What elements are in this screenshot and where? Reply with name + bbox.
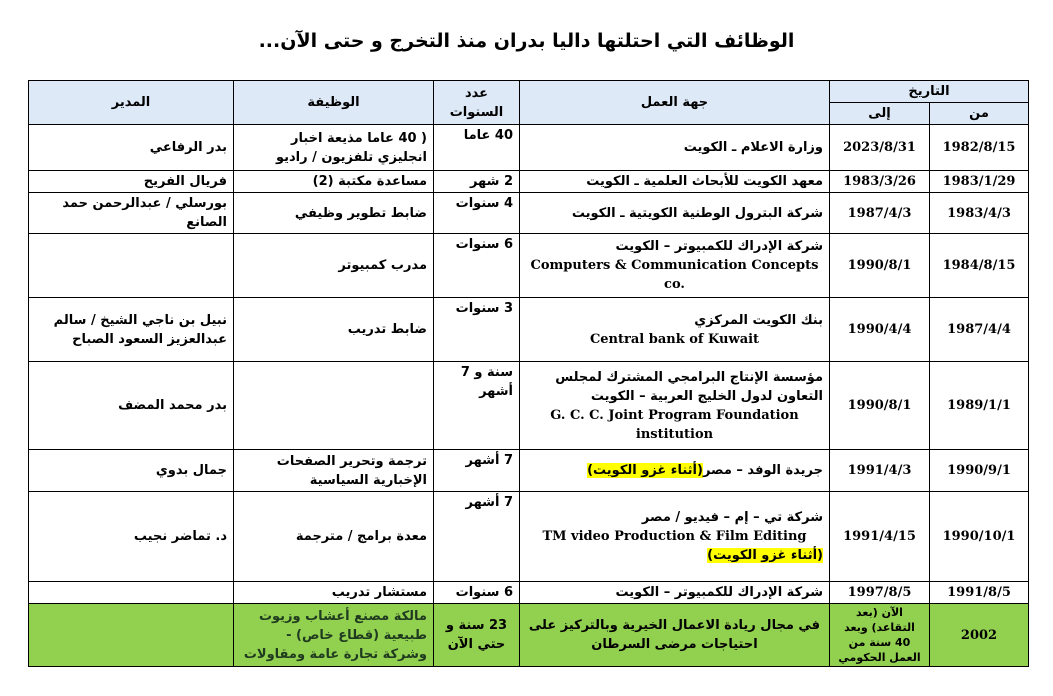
table-row [29,193,1029,234]
table-body [29,125,1029,667]
employer-ar: شركة الإدراك للكمبيوتر – الكويت [615,585,823,600]
manager-cell: بدر الرفاعي [29,125,234,171]
years-cell: 4 سنوات [434,193,520,234]
manager-cell: بدر محمد المضف [29,362,234,450]
employer-ar: شركة البترول الوطنية الكويتية ـ الكويت [571,205,823,221]
employer-cell [520,234,830,298]
employer-en: Computers & Communication Concepts co. [530,258,819,292]
job-cell: مالكة مصنع أعشاب وزيوت طبيعية (قطاع خاص) - وشركة تجارة عامة ومقاولات [234,604,434,667]
from-date: 1991/8/5 [930,582,1029,604]
employer-cell [520,171,830,193]
employer-ar: جريدة الوفد – مصر [702,463,823,478]
years-cell: 3 سنوات [434,298,520,362]
from-date: 1984/8/15 [930,234,1029,298]
from-date: 1982/8/15 [930,125,1029,171]
years-cell: 6 سنوات [434,234,520,298]
manager-cell: بورسلي / عبدالرحمن حمد الصانع [29,193,234,234]
employer-cell [520,582,830,604]
date-header: التاريخ [830,81,1029,103]
table-row [29,450,1029,492]
years-cell: 23 سنة و حتي الآن [434,604,520,667]
job-cell: مستشار تدريب [234,582,434,604]
to-date: 1991/4/3 [830,450,930,492]
table-row [29,125,1029,171]
manager-cell [29,604,234,667]
invasion-note: (أثناء غزو الكويت) [707,548,823,563]
manager-cell [29,582,234,604]
years-cell: 7 أشهر [434,492,520,582]
employer-en: Central bank of Kuwait [589,331,760,347]
table-row [29,171,1029,193]
to-date: 1991/4/15 [830,492,930,582]
employer-ar: بنك الكويت المركزي [694,312,823,328]
to-date: 1990/8/1 [830,362,930,450]
job-cell: ضابط تدريب [234,298,434,362]
to-date: 2023/8/31 [830,125,930,171]
years-header: عدد السنوات [434,81,520,125]
years-cell: 2 شهر [434,171,520,193]
employer-ar: مؤسسة الإنتاج البرامجي المشترك لمجلس التعاون لدول الخليج العربية – الكويت [555,369,823,404]
table-row [29,362,1029,450]
invasion-note: (أثناء غزو الكويت) [587,463,703,478]
from-date: 1983/1/29 [930,171,1029,193]
employer-cell: في مجال ريادة الاعمال الخيرية وبالتركيز على احتياجات مرضى السرطان [520,604,830,667]
employer-cell [520,362,830,450]
manager-cell: د. تماضر نجيب [29,492,234,582]
to-header: إلى [830,103,930,125]
jobs-table [28,80,1029,667]
manager-cell: جمال بدوي [29,450,234,492]
to-date: 1990/4/4 [830,298,930,362]
job-cell: ضابط تطوير وظيفي [234,193,434,234]
employer-cell [520,125,830,171]
manager-cell: نبيل بن ناجي الشيخ / سالم عبدالعزيز السعود الصباح [29,298,234,362]
job-cell: معدة برامج / مترجمة [234,492,434,582]
current-row [29,604,1029,667]
manager-header: المدير [29,81,234,125]
to-date: 1987/4/3 [830,193,930,234]
job-cell: ترجمة وتحرير الصفحات الإخبارية السياسية [234,450,434,492]
years-cell: 6 سنوات [434,582,520,604]
employer-ar: معهد الكويت للأبحاث العلمية ـ الكويت [586,174,823,189]
years-cell: 7 أشهر [434,450,520,492]
job-cell: مدرب كمبيوتر [234,234,434,298]
years-cell: سنة و 7 أشهر [434,362,520,450]
employer-cell [520,450,830,492]
table-row [29,298,1029,362]
job-header: الوظيفة [234,81,434,125]
table-row [29,492,1029,582]
to-date: الآن (بعد التقاعد) وبعد 40 سنة من العمل الحكومي [830,604,930,667]
from-date: 1983/4/3 [930,193,1029,234]
years-cell: 40 عاما [434,125,520,171]
from-date: 1990/9/1 [930,450,1029,492]
employer-ar: شركة تي – إم – فيديو / مصر [641,510,823,525]
employer-ar: وزارة الاعلام ـ الكويت [683,140,823,155]
employer-en: TM video Production & Film Editing [542,529,807,544]
from-date: 2002 [930,604,1029,667]
from-date: 1987/4/4 [930,298,1029,362]
job-cell: ( 40 عاما مذيعة اخبار انجليزي تلفزيون / راديو [234,125,434,171]
table-row [29,234,1029,298]
to-date: 1990/8/1 [830,234,930,298]
to-date: 1983/3/26 [830,171,930,193]
from-date: 1989/1/1 [930,362,1029,450]
employer-cell [520,298,830,362]
to-date: 1997/8/5 [830,582,930,604]
from-header: من [930,103,1029,125]
employer-cell [520,193,830,234]
employer-en: G. C. C. Joint Program Foundation institution [550,407,799,442]
manager-cell [29,234,234,298]
manager-cell: فريال الفريح [29,171,234,193]
employer-cell [520,492,830,582]
from-date: 1990/10/1 [930,492,1029,582]
employer-ar: شركة الإدراك للكمبيوتر – الكويت [615,239,823,254]
employer-header: جهة العمل [520,81,830,125]
job-cell: مساعدة مكتبة (2) [234,171,434,193]
table-row [29,582,1029,604]
job-cell [234,362,434,450]
page-title: الوظائف التي احتلتها داليا بدران منذ التخرج و حتى الآن... [258,30,795,52]
